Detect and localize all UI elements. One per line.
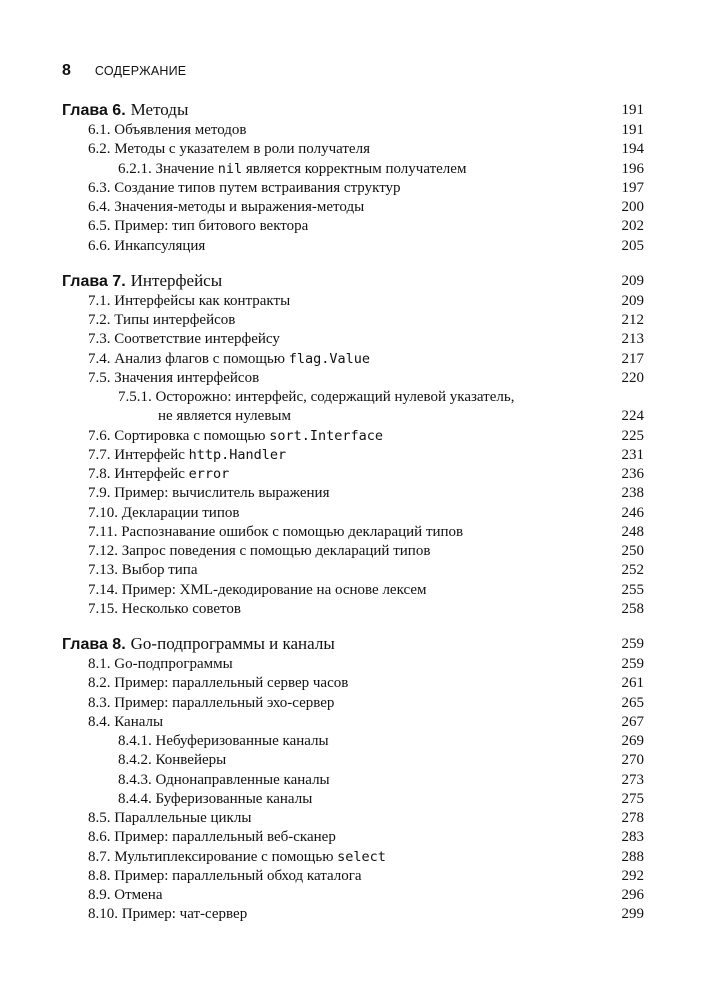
page-ref: 265 xyxy=(621,694,644,711)
page-ref: 191 xyxy=(621,102,644,118)
page-ref: 283 xyxy=(621,829,644,846)
toc-entry xyxy=(62,311,644,330)
page-ref: 288 xyxy=(621,848,644,865)
page-ref: 196 xyxy=(621,160,644,177)
section-number: 7.10. xyxy=(88,504,118,521)
page-ref: 202 xyxy=(621,218,644,235)
toc-entry xyxy=(62,561,644,580)
page-ref: 269 xyxy=(621,733,644,749)
section-number: 7.7. xyxy=(88,446,111,463)
section-number: 7.4. xyxy=(88,350,111,367)
page-ref: 209 xyxy=(621,292,644,309)
section-number: 8.4. xyxy=(88,713,111,730)
section-number: 8.4.2. xyxy=(118,752,152,769)
toc-entry xyxy=(62,581,644,600)
toc-entry xyxy=(62,160,644,179)
toc-entry xyxy=(62,809,644,828)
page-ref: 191 xyxy=(621,122,644,138)
section-title: Пример: вычислитель выражения xyxy=(114,485,330,502)
page-ref: 225 xyxy=(621,427,644,444)
section-title: Объявления методов xyxy=(114,122,247,138)
section-title-text: Интерфейс xyxy=(114,446,189,463)
section-title: Пример: параллельный веб-сканер xyxy=(114,829,336,846)
section-number: 8.2. xyxy=(88,675,111,692)
section-title: Небуферизованные каналы xyxy=(155,733,329,749)
toc-entry xyxy=(62,504,644,523)
chapter-label: Глава 6. xyxy=(62,102,126,119)
chapter-title: Методы xyxy=(130,100,189,119)
section-number: 7.5. xyxy=(88,369,111,386)
page-ref: 194 xyxy=(621,141,644,158)
section-number: 7.12. xyxy=(88,543,118,559)
page-ref: 209 xyxy=(621,272,644,289)
page-ref: 220 xyxy=(621,369,644,386)
toc-entry xyxy=(62,140,644,159)
toc-entry xyxy=(62,484,644,503)
section-number: 7.5.1. xyxy=(118,389,152,405)
toc-entry xyxy=(62,867,644,886)
section-number: 8.1. xyxy=(88,656,111,672)
section-title: Go-подпрограммы xyxy=(114,656,233,672)
toc-entry xyxy=(62,121,644,140)
section-title-text: Мультиплексирование с помощью xyxy=(114,848,338,865)
section-title-text: является корректным получателем xyxy=(242,160,467,177)
toc-entry xyxy=(62,751,644,770)
section-number: 6.3. xyxy=(88,179,111,196)
section-number: 7.3. xyxy=(88,331,111,348)
toc-entry xyxy=(62,446,644,465)
section-number: 6.2. xyxy=(88,141,111,158)
section-title-continued: не является нулевым xyxy=(158,408,291,425)
toc-entry xyxy=(62,732,644,751)
section-title: Пример: XML-декодирование на основе лексем xyxy=(121,581,427,598)
toc-entry xyxy=(62,427,644,446)
section-title: Пример: тип битового вектора xyxy=(114,218,309,235)
chapter-label: Глава 7. xyxy=(62,272,126,290)
section-title: Осторожно: интерфейс, содержащий нулевой указатель, xyxy=(155,389,515,405)
toc-entry xyxy=(62,713,644,732)
toc-entry xyxy=(62,790,644,809)
section-title: Буферизованные каналы xyxy=(155,790,313,807)
page-ref: 238 xyxy=(621,485,644,502)
section-number: 7.6. xyxy=(88,427,111,444)
page-ref: 231 xyxy=(621,446,644,463)
section-number: 7.1. xyxy=(88,292,111,309)
toc-entry xyxy=(62,465,644,484)
section-number: 8.4.1. xyxy=(118,733,152,749)
section-number: 7.9. xyxy=(88,485,111,502)
running-title: СОДЕРЖАНИЕ xyxy=(94,64,187,78)
code-identifier: http.Handler xyxy=(188,446,287,463)
section-title: Инкапсуляция xyxy=(114,237,206,254)
page-ref: 261 xyxy=(621,675,644,692)
section-title: Типы интерфейсов xyxy=(114,312,236,328)
section-title: Значения интерфейсов xyxy=(114,369,260,386)
toc-entry xyxy=(62,674,644,693)
page-ref: 292 xyxy=(621,867,644,884)
page-ref: 278 xyxy=(621,810,644,826)
section-title: Пример: параллельный обход каталога xyxy=(114,867,362,884)
page-ref: 252 xyxy=(621,562,644,579)
section-number: 8.4.4. xyxy=(118,790,152,807)
section-title: Отмена xyxy=(114,887,163,903)
section-title-text: Интерфейс xyxy=(114,466,189,482)
section-title: Несколько советов xyxy=(121,600,241,617)
page-ref: 259 xyxy=(621,656,644,672)
page-ref: 200 xyxy=(621,199,644,215)
section-number: 7.13. xyxy=(88,562,118,579)
page-ref: 197 xyxy=(621,179,644,196)
section-title: Однонаправленные каналы xyxy=(155,771,330,788)
section-title: Пример: параллельный сервер часов xyxy=(114,675,349,692)
toc-entry xyxy=(62,350,644,369)
section-number: 8.3. xyxy=(88,694,111,711)
section-number: 8.4.3. xyxy=(118,771,152,788)
toc-entry xyxy=(62,179,644,198)
section-title: Параллельные циклы xyxy=(114,810,252,826)
page-ref: 255 xyxy=(621,581,644,598)
page-ref: 270 xyxy=(621,752,644,769)
code-identifier: flag.Value xyxy=(288,350,370,367)
page-ref: 296 xyxy=(621,887,644,903)
toc-entry xyxy=(62,292,644,311)
section-title: Создание типов путем встраивания структур xyxy=(114,179,401,196)
toc-entry xyxy=(62,237,644,256)
page-ref: 248 xyxy=(621,523,644,540)
section-number: 7.2. xyxy=(88,312,111,328)
section-title: Значения-методы и выражения-методы xyxy=(114,199,365,215)
toc-entry xyxy=(62,523,644,542)
section-title-text: Значение xyxy=(155,160,218,177)
page-number: 8 xyxy=(62,62,71,79)
section-title: Интерфейсы как контракты xyxy=(114,292,291,309)
page-ref: 217 xyxy=(621,350,644,367)
page-ref: 236 xyxy=(621,466,644,482)
page-ref: 212 xyxy=(621,312,644,328)
toc-entry xyxy=(62,198,644,217)
toc-entry xyxy=(62,905,644,924)
chapter-heading xyxy=(62,633,644,655)
toc-entry xyxy=(62,771,644,790)
page-ref: 273 xyxy=(621,771,644,788)
code-identifier: error xyxy=(188,466,230,482)
toc-entry xyxy=(62,600,644,619)
toc-entry xyxy=(62,848,644,867)
toc-entry xyxy=(62,217,644,236)
section-title: Соответствие интерфейсу xyxy=(114,331,280,348)
toc-entry xyxy=(62,369,644,388)
section-number: 6.2.1. xyxy=(118,160,152,177)
section-title: Конвейеры xyxy=(155,752,227,769)
chapter-heading xyxy=(62,270,644,292)
section-title: Декларации типов xyxy=(121,504,240,521)
toc-entry xyxy=(62,542,644,561)
toc-entry xyxy=(62,388,644,427)
toc-entry xyxy=(62,694,644,713)
section-number: 8.10. xyxy=(88,906,118,923)
section-title-text: Сортировка с помощью xyxy=(114,427,270,444)
page-ref: 258 xyxy=(621,600,644,617)
section-number: 7.14. xyxy=(88,581,118,598)
section-number: 8.8. xyxy=(88,867,111,884)
running-header xyxy=(62,62,186,82)
section-number: 8.5. xyxy=(88,810,111,826)
section-number: 6.4. xyxy=(88,199,111,215)
section-number: 7.11. xyxy=(88,523,118,540)
section-title: Пример: чат-сервер xyxy=(121,906,248,923)
toc-entry xyxy=(62,886,644,905)
section-number: 6.6. xyxy=(88,237,111,254)
code-identifier: sort.Interface xyxy=(269,427,383,444)
toc-entry xyxy=(62,655,644,674)
page-ref: 299 xyxy=(621,906,644,923)
section-number: 7.8. xyxy=(88,466,111,482)
chapter-label: Глава 8. xyxy=(62,636,126,653)
code-identifier: nil xyxy=(217,160,243,177)
page-ref: 267 xyxy=(621,713,644,730)
page-ref: 250 xyxy=(621,543,644,559)
section-number: 6.5. xyxy=(88,218,111,235)
table-of-contents xyxy=(62,99,644,925)
section-title: Распознавание ошибок с помощью деклараций типов xyxy=(121,523,464,540)
chapter-title: Интерфейсы xyxy=(130,270,223,290)
section-number: 8.9. xyxy=(88,887,111,903)
chapter-heading xyxy=(62,99,644,121)
section-number: 8.7. xyxy=(88,848,111,865)
section-title: Методы с указателем в роли получателя xyxy=(114,141,370,158)
section-title: Выбор типа xyxy=(121,562,198,579)
section-number: 7.15. xyxy=(88,600,118,617)
section-title: Запрос поведения с помощью деклараций типов xyxy=(121,543,431,559)
section-title-text: Анализ флагов с помощью xyxy=(114,350,289,367)
page-ref: 246 xyxy=(621,504,644,521)
code-identifier: select xyxy=(337,848,386,865)
page-ref: 259 xyxy=(621,636,644,652)
toc-entry xyxy=(62,330,644,349)
section-title: Каналы xyxy=(114,713,164,730)
page-ref: 275 xyxy=(621,790,644,807)
section-number: 8.6. xyxy=(88,829,111,846)
toc-entry xyxy=(62,828,644,847)
page-ref: 205 xyxy=(621,237,644,254)
page-ref: 213 xyxy=(621,331,644,348)
section-number: 6.1. xyxy=(88,122,111,138)
page-ref: 224 xyxy=(621,408,644,425)
section-title: Пример: параллельный эхо-сервер xyxy=(114,694,335,711)
chapter-title: Go-подпрограммы и каналы xyxy=(130,634,335,653)
